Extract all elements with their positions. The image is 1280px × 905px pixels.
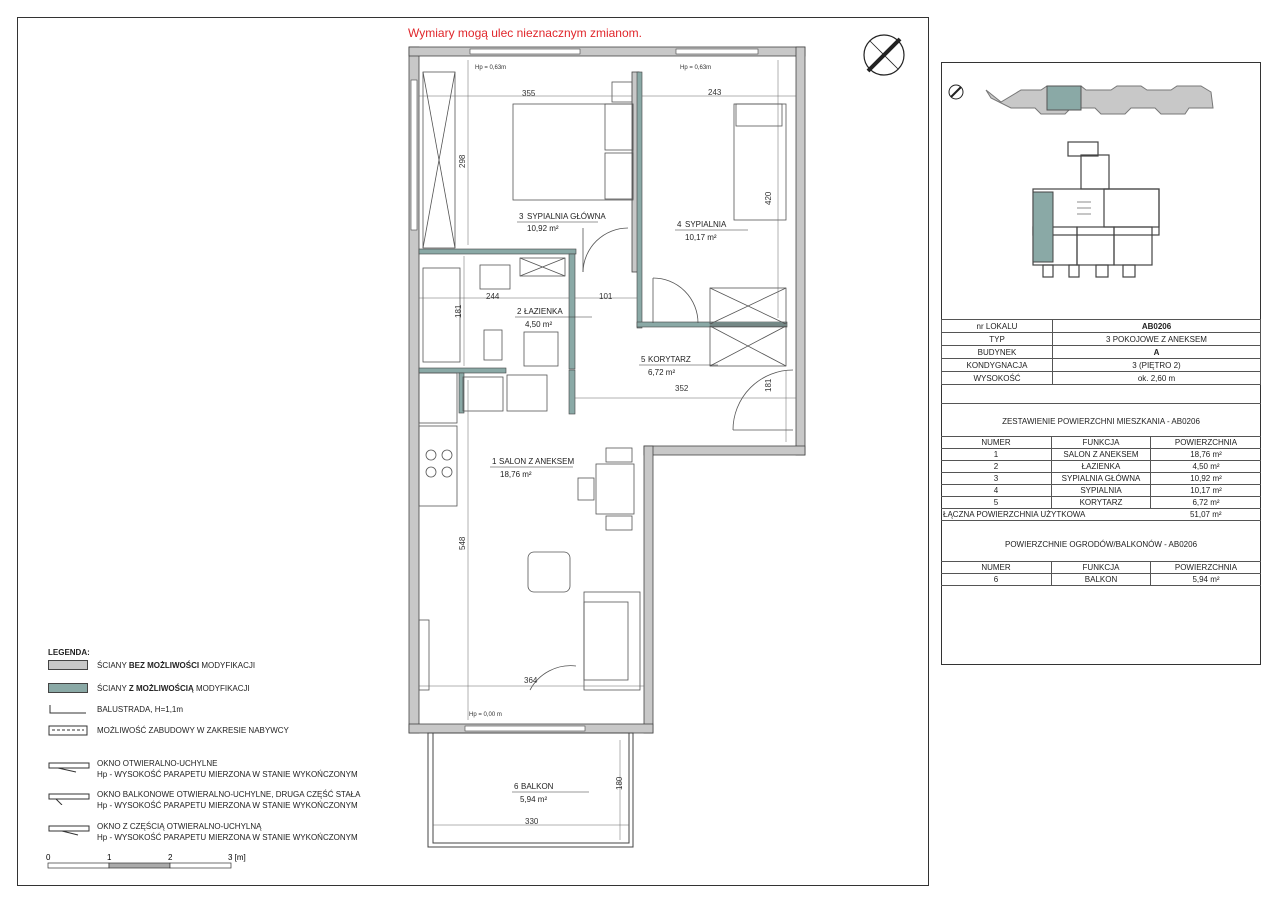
- scale-tick-1: 1: [107, 853, 112, 862]
- sill-height-1: Hp = 0,63m: [475, 65, 507, 71]
- room-label-balcony: [512, 782, 589, 804]
- table-row: 2 ŁAZIENKA 4,50 m²: [941, 461, 1261, 473]
- legend-buildable: MOŻLIWOŚĆ ZABUDOWY W ZAKRESIE NABYWCY: [48, 725, 88, 739]
- dim-420: 420: [764, 191, 773, 205]
- svg-text:SALON Z ANEKSEM: SALON Z ANEKSEM: [499, 457, 575, 466]
- room-label-master-bedroom: [517, 212, 606, 233]
- modifiable-walls: [419, 72, 787, 414]
- info-row: nr LOKALU AB0206: [942, 320, 1261, 333]
- svg-text:4: 4: [677, 220, 682, 229]
- dim-548: 548: [458, 536, 467, 550]
- svg-text:4,50 m²: 4,50 m²: [525, 320, 553, 329]
- svg-text:10,92 m²: 10,92 m²: [527, 224, 559, 233]
- svg-text:1: 1: [492, 457, 497, 466]
- svg-text:10,17 m²: 10,17 m²: [685, 233, 717, 242]
- svg-text:5,94 m²: 5,94 m²: [520, 795, 548, 804]
- areas-summary-table: NUMER FUNKCJA POWIERZCHNIA 1 SALON Z ANEKSEM 18,76 m² 2 ŁAZIENKA 4,50 m² 3 SYPIALNIA GŁÓWNA 10,92 m² 4 SYPIALNIA 10,17 m² 5 KORYTARZ 6,72 m² ŁĄCZNA POWIERZCHNIA UŻYTKOWA 51,07 m²: [941, 437, 1261, 521]
- dim-181-b: 181: [764, 378, 773, 392]
- info-row: TYP 3 POKOJOWE Z ANEKSEM: [942, 333, 1261, 346]
- table-row: 6 BALKON 5,94 m²: [941, 574, 1261, 586]
- room-label-corridor: [639, 355, 718, 377]
- buildable-area-icon: [48, 725, 88, 737]
- balcony-window-icon: [48, 789, 92, 805]
- table-row: 3 SYPIALNIA GŁÓWNA 10,92 m²: [941, 473, 1261, 485]
- legend-window-3: OKNO Z CZĘŚCIĄ OTWIERALNO-UCHYLNĄ Hp - WYSOKOŚĆ PARAPETU MIERZONA W STANIE WYKOŃCZONYM: [48, 821, 92, 839]
- dim-352: 352: [675, 384, 689, 393]
- balustrade-icon: [48, 704, 88, 716]
- room-label-living-room: [490, 457, 574, 479]
- dim-180: 180: [615, 776, 624, 790]
- dim-101: 101: [599, 292, 613, 301]
- dim-243: 243: [708, 88, 722, 97]
- dim-181-a: 181: [454, 304, 463, 318]
- room-label-bathroom: [515, 307, 592, 329]
- svg-text:18,76 m²: 18,76 m²: [500, 470, 532, 479]
- svg-text:6,72 m²: 6,72 m²: [648, 368, 676, 377]
- partial-window-icon: [48, 821, 92, 837]
- info-row: KONDYGNACJA 3 (PIĘTRO 2): [942, 359, 1261, 372]
- apartment-info-table: [941, 319, 1261, 385]
- svg-text:KORYTARZ: KORYTARZ: [648, 355, 691, 364]
- dim-330: 330: [525, 817, 539, 826]
- balcony-summary-title: POWIERZCHNIE OGRODÓW/BALKONÓW - AB0206: [1004, 540, 1198, 549]
- areas-summary-title: ZESTAWIENIE POWIERZCHNI MIESZKANIA - AB0206: [1002, 417, 1200, 426]
- svg-text:6: 6: [514, 782, 519, 791]
- svg-text:5: 5: [641, 355, 646, 364]
- table-row: 1 SALON Z ANEKSEM 18,76 m²: [941, 449, 1261, 461]
- svg-text:3: 3: [519, 212, 524, 221]
- table-row: 4 SYPIALNIA 10,17 m²: [941, 485, 1261, 497]
- legend-title: LEGENDA:: [48, 648, 90, 657]
- divider: [941, 403, 1261, 404]
- dim-244: 244: [486, 292, 500, 301]
- legend: LEGENDA: ŚCIANY BEZ MOŻLIWOŚCI MODYFIKACJI ŚCIANY Z MOŻLIWOŚCIĄ MODYFIKACJI BALUSTRADA, H=1,1m MOŻLIWOŚĆ ZABUDOWY W ZAKRESIE NABYWCY OKNO OTWIERALNO-UCHYLNE Hp - WYSOKOŚĆ PARAPETU MIERZONA W STANIE WYKOŃCZONYM OKNO BALKONOWE OTWIERALNO-UCHYLNE, DRUGA CZĘŚĆ STAŁA Hp - WYSOKOŚĆ PARAPETU MIERZONA W STANIE WYKOŃCZONYM OKNO Z CZĘŚCIĄ OTWIERALNO-UCHYLNĄ Hp - WYSOKOŚĆ PARAPETU MIERZONA W STANIE WYKOŃCZONYM: [48, 648, 361, 842]
- modifiable-wall-swatch: [48, 683, 88, 693]
- info-row: BUDYNEK A: [942, 346, 1261, 359]
- svg-text:BALKON: BALKON: [521, 782, 554, 791]
- building-key-plan: [941, 62, 1261, 312]
- svg-text:ŁAZIENKA: ŁAZIENKA: [524, 307, 563, 316]
- legend-window-1: OKNO OTWIERALNO-UCHYLNE Hp - WYSOKOŚĆ PARAPETU MIERZONA W STANIE WYKOŃCZONYM: [48, 758, 92, 776]
- svg-text:SYPIALNIA GŁÓWNA: SYPIALNIA GŁÓWNA: [527, 212, 606, 221]
- scale-tick-0: 0: [46, 853, 51, 862]
- dim-355: 355: [522, 89, 536, 98]
- window-tilt-icon: [48, 758, 92, 774]
- scale-tick-2: 2: [168, 853, 173, 862]
- scale-bar: [46, 853, 246, 868]
- sill-height-2: Hp = 0,63m: [680, 65, 712, 71]
- compass-small-icon: [949, 85, 963, 99]
- scale-tick-3: 3 [m]: [228, 853, 246, 862]
- fixed-wall-swatch: [48, 660, 88, 670]
- room-label-bedroom: [675, 220, 748, 242]
- dim-364: 364: [524, 676, 538, 685]
- balcony-summary-table: NUMER FUNKCJA POWIERZCHNIA 6 BALKON 5,94 m²: [941, 562, 1261, 586]
- dim-298: 298: [458, 154, 467, 168]
- north-arrow-icon: [864, 35, 904, 75]
- table-row: 5 KORYTARZ 6,72 m²: [941, 497, 1261, 509]
- svg-text:SYPIALNIA: SYPIALNIA: [685, 220, 727, 229]
- sill-height-3: Hp = 0,00 m: [469, 712, 502, 718]
- dimensions-notice: Wymiary mogą ulec nieznacznym zmianom.: [408, 26, 642, 40]
- svg-text:2: 2: [517, 307, 522, 316]
- legend-window-2: OKNO BALKONOWE OTWIERALNO-UCHYLNE, DRUGA CZĘŚĆ STAŁA Hp - WYSOKOŚĆ PARAPETU MIERZONA W STANIE WYKOŃCZONYM: [48, 789, 92, 807]
- total-row: ŁĄCZNA POWIERZCHNIA UŻYTKOWA 51,07 m²: [941, 509, 1261, 521]
- furniture: [419, 72, 793, 690]
- legend-balustrade: BALUSTRADA, H=1,1m: [48, 704, 88, 718]
- info-row: WYSOKOŚĆ ok. 2,60 m: [942, 372, 1261, 385]
